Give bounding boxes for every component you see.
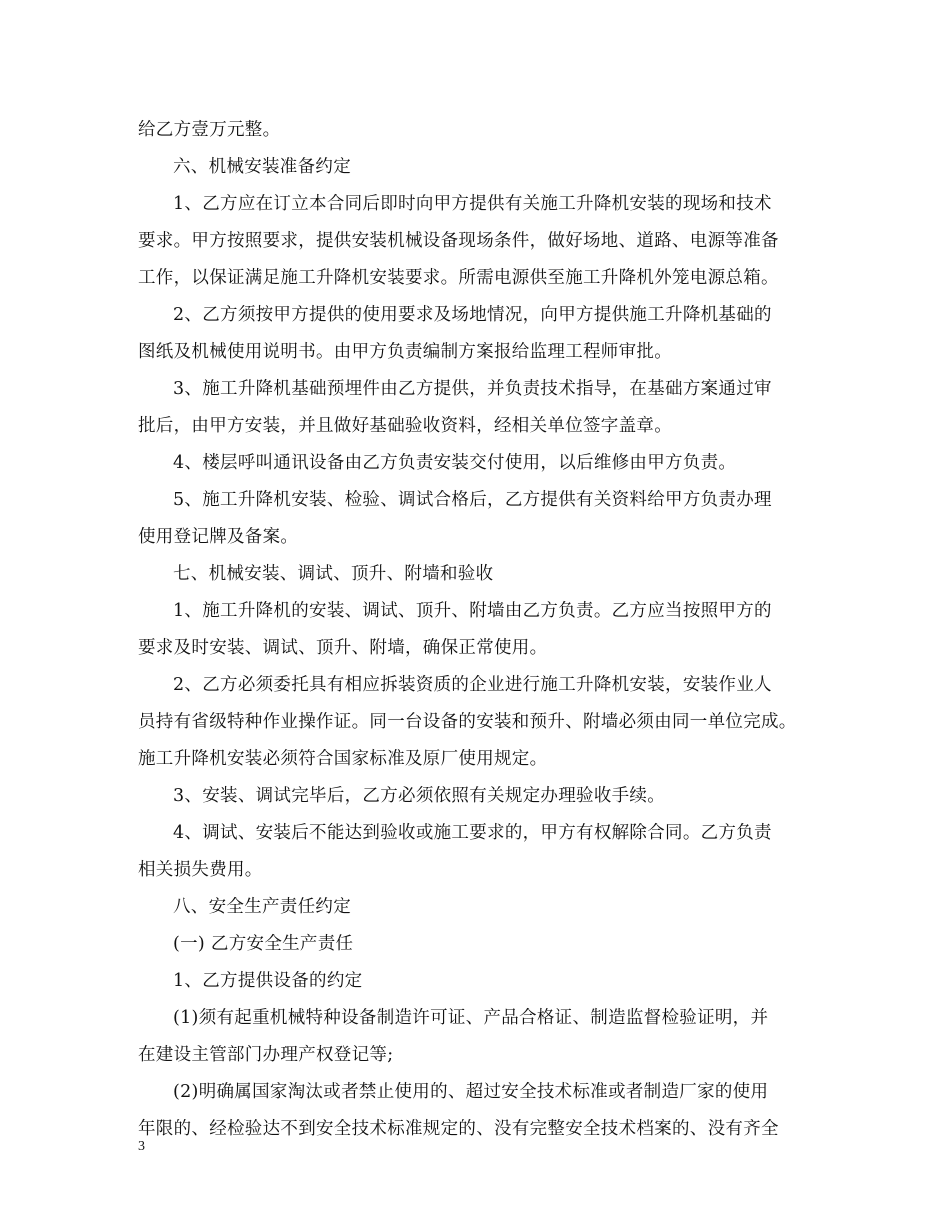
page-number: 3 [138,1139,145,1154]
text-line: 要求及时安装、调试、顶升、附墙，确保正常使用。 [138,638,548,658]
text-line: 工作，以保证满足施工升降机安装要求。所需电源供至施工升降机外笼电源总箱。 [138,268,779,288]
text-line: 员持有省级特种作业操作证。同一台设备的安装和预升、附墙必须由同一单位完成。 [138,712,797,732]
text-line: 相关损失费用。 [138,860,263,880]
text-line: 4、调试、安装后不能达到验收或施工要求的，甲方有权解除合同。乙方负责 [173,823,772,843]
text-line: 2、乙方必须委托具有相应拆装资质的企业进行施工升降机安装，安装作业人 [173,675,772,695]
subsection-heading: (一) 乙方安全生产责任 [173,934,354,954]
text-line: 施工升降机安装必须符合国家标准及原厂使用规定。 [138,749,548,769]
text-line: 要求。甲方按照要求，提供安装机械设备现场条件，做好场地、道路、电源等准备 [138,231,779,251]
section-heading: 八、安全生产责任约定 [173,897,351,917]
text-line: 1、乙方应在订立本合同后即时向甲方提供有关施工升降机安装的现场和技术 [173,194,772,214]
text-line: 3、安装、调试完毕后，乙方必须依照有关规定办理验收手续。 [173,786,666,806]
text-line: 图纸及机械使用说明书。由甲方负责编制方案报给监理工程师审批。 [138,342,672,362]
text-line: 年限的、经检验达不到安全技术标准规定的、没有完整安全技术档案的、没有齐全 [138,1119,779,1139]
section-heading: 七、机械安装、调试、顶升、附墙和验收 [173,564,494,584]
text-line: 给乙方壹万元整。 [138,120,281,140]
text-line: 1、乙方提供设备的约定 [173,971,363,991]
text-line: 使用登记牌及备案。 [138,527,299,547]
text-line: (2)明确属国家淘汰或者禁止使用的、超过安全技术标准或者制造厂家的使用 [173,1082,769,1102]
section-heading: 六、机械安装准备约定 [173,157,351,177]
text-line: 1、施工升降机的安装、调试、顶升、附墙由乙方负责。乙方应当按照甲方的 [173,601,772,621]
text-line: 在建设主管部门办理产权登记等; [138,1045,394,1065]
text-line: 2、乙方须按甲方提供的使用要求及场地情况，向甲方提供施工升降机基础的 [173,305,772,325]
text-line: 批后，由甲方安装，并且做好基础验收资料，经相关单位签字盖章。 [138,416,672,436]
text-line: (1)须有起重机械特种设备制造许可证、产品合格证、制造监督检验证明，并 [173,1008,769,1028]
text-line: 4、楼层呼叫通讯设备由乙方负责安装交付使用，以后维修由甲方负责。 [173,453,737,473]
text-line: 3、施工升降机基础预埋件由乙方提供，并负责技术指导，在基础方案通过审 [173,379,772,399]
text-line: 5、施工升降机安装、检验、调试合格后，乙方提供有关资料给甲方负责办理 [173,490,772,510]
